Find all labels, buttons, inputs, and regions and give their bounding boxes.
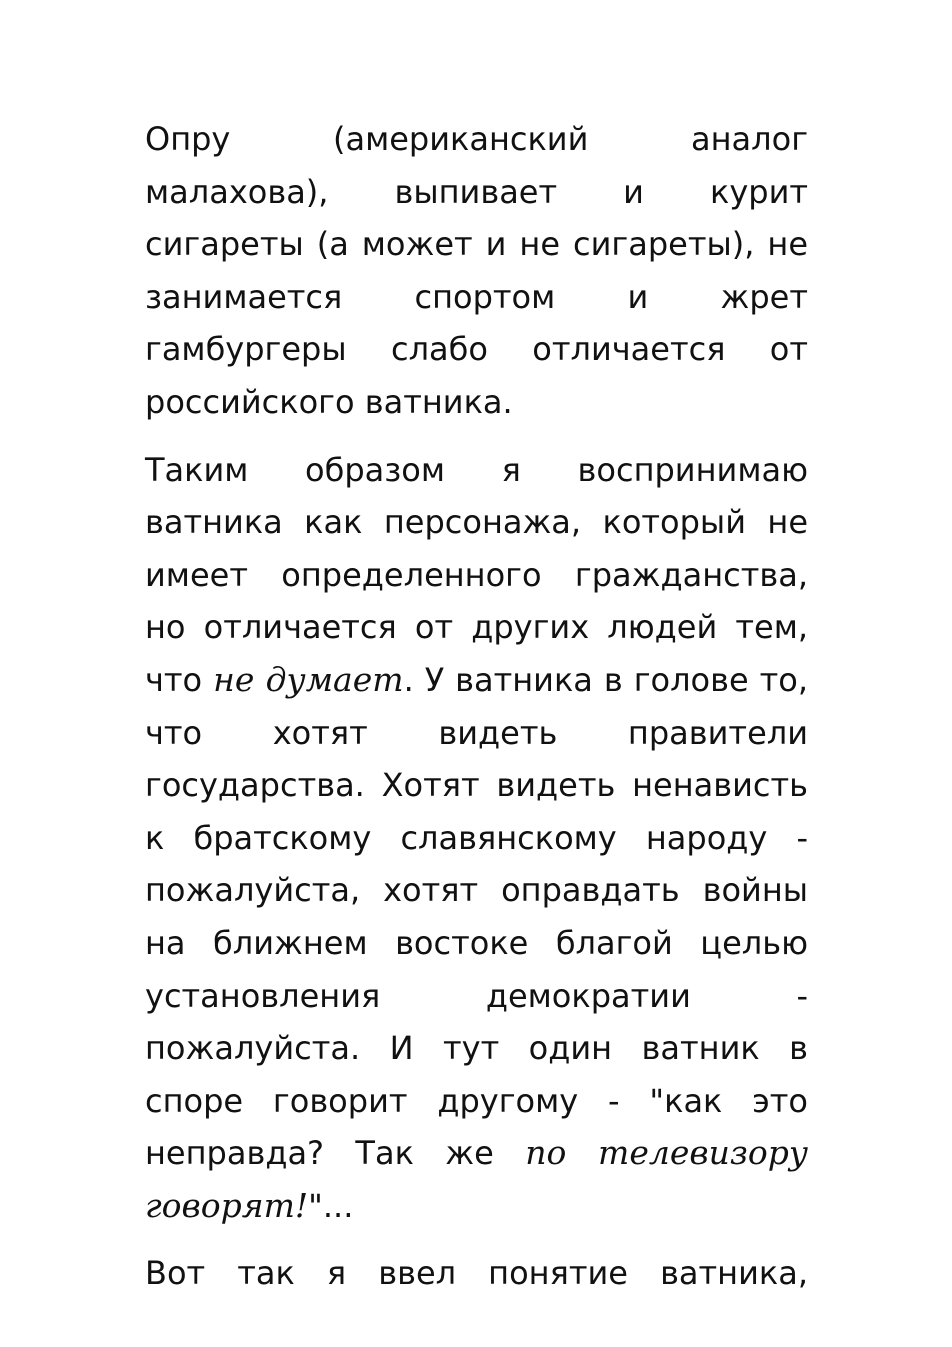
paragraph-2-text-b: . У ватника в голове то, что хотят видеть правители государства. Хотят видеть ненависть к братскому славянскому народу - пожалуйста, хотят оправдать войны на ближнем востоке благой целью установления демократии - пожалуйста. И тут один ватник в споре говорит другому - "как это неправда? Так же	[145, 660, 809, 1173]
paragraph-2-text-c: "...	[308, 1186, 354, 1225]
paragraph-2-text-a: Таким образом я воспринимаю ватника как персонажа, который не имеет определенного гражданства, но отличается от других людей тем, что	[145, 450, 808, 699]
paragraph-2	[145, 444, 808, 1233]
emphasis-ne-dumaet: не думает	[213, 659, 404, 699]
emphasis-po-televizoru: по телевизору говорят!	[145, 1133, 808, 1225]
paragraph-1: Опру (американский аналог малахова), выпивает и курит сигареты (а может и не сигареты), не занимается спортом и жрет гамбургеры слабо отличается от российского ватника.	[145, 120, 808, 421]
paragraph-3: Вот так я ввел понятие ватника,	[145, 1254, 808, 1293]
document-page	[145, 113, 808, 1315]
